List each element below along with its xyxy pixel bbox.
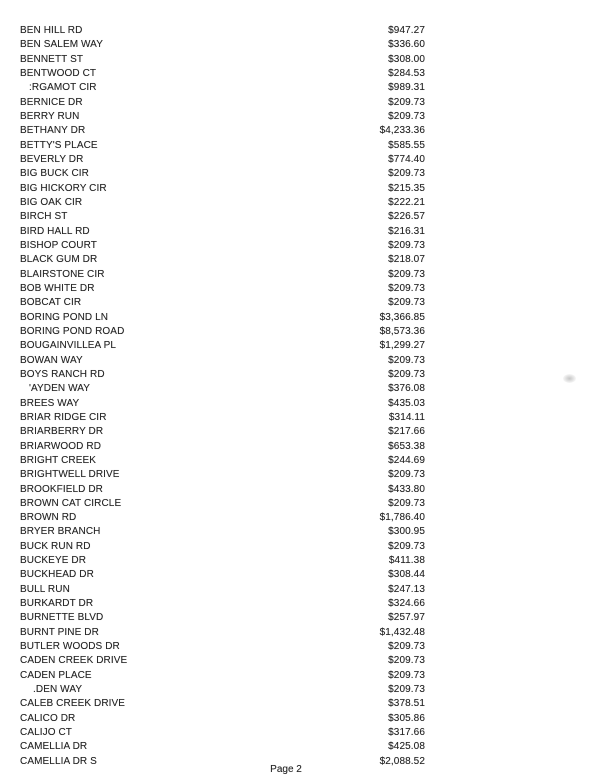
table-row	[20, 268, 425, 282]
table-row	[20, 626, 425, 640]
table-row	[20, 167, 425, 181]
street-name: BERNICE DR	[20, 96, 83, 108]
amount-value: $1,432.48	[379, 626, 425, 638]
table-row	[20, 726, 425, 740]
amount-value: $989.31	[388, 82, 425, 94]
amount-value: $209.73	[388, 655, 425, 667]
table-row	[20, 382, 425, 396]
street-name: CADEN PLACE	[20, 669, 92, 681]
amount-value: $222.21	[388, 196, 425, 208]
table-row	[20, 182, 425, 196]
street-name: BENNETT ST	[20, 53, 84, 65]
street-name: BISHOP COURT	[20, 239, 97, 251]
street-name: BETHANY DR	[20, 125, 86, 137]
street-name: BLACK GUM DR	[20, 254, 98, 266]
amount-value: $300.95	[388, 526, 425, 538]
amount-value: $378.51	[388, 698, 425, 710]
street-name: BIRCH ST	[20, 211, 68, 223]
table-row	[20, 124, 425, 138]
table-row	[20, 511, 425, 525]
table-row	[20, 196, 425, 210]
street-name: BOBCAT CIR	[20, 297, 82, 309]
amount-value: $425.08	[388, 741, 425, 753]
amount-value: $209.73	[388, 669, 425, 681]
street-name: BERRY RUN	[20, 110, 80, 122]
table-row	[20, 597, 425, 611]
table-row	[20, 740, 425, 754]
street-name: BLAIRSTONE CIR	[20, 268, 105, 280]
street-name: CAMELLIA DR	[20, 741, 88, 753]
street-name: BROWN CAT CIRCLE	[20, 497, 122, 509]
table-row	[20, 253, 425, 267]
amount-value: $1,299.27	[379, 340, 425, 352]
table-row	[20, 525, 425, 539]
amount-value: $284.53	[388, 67, 425, 79]
table-row	[20, 96, 425, 110]
amount-value: $305.86	[388, 712, 425, 724]
amount-value: $314.11	[388, 411, 425, 423]
amount-value: $209.73	[388, 684, 425, 696]
table-row	[20, 339, 425, 353]
street-name: BURNETTE BLVD	[20, 612, 104, 624]
street-name: CALIJO CT	[20, 727, 73, 739]
street-name: BENTWOOD CT	[20, 67, 97, 79]
table-row	[20, 425, 425, 439]
table-row	[20, 225, 425, 239]
table-row	[20, 368, 425, 382]
amount-value: $308.44	[388, 569, 425, 581]
amount-value: $218.07	[388, 254, 425, 266]
amount-value: $411.38	[388, 555, 425, 567]
amount-value: $244.69	[388, 454, 425, 466]
street-name: BUCKHEAD DR	[20, 569, 94, 581]
amount-value: $324.66	[388, 598, 425, 610]
street-name: :RGAMOT CIR	[29, 82, 97, 94]
street-name: BRIGHTWELL DRIVE	[20, 469, 120, 481]
amount-value: $209.73	[388, 354, 425, 366]
street-name: BUCK RUN RD	[20, 540, 91, 552]
table-row	[20, 669, 425, 683]
table-row	[20, 67, 425, 81]
amount-value: $209.73	[388, 368, 425, 380]
table-row	[20, 483, 425, 497]
amount-value: $257.97	[388, 612, 425, 624]
table-row	[20, 440, 425, 454]
table-row	[20, 583, 425, 597]
street-name: BOB WHITE DR	[20, 282, 95, 294]
street-name: BURNT PINE DR	[20, 626, 99, 638]
street-name: BIRD HALL RD	[20, 225, 90, 237]
amount-value: $947.27	[388, 25, 425, 36]
amount-value: $209.73	[388, 110, 425, 122]
table-row	[20, 568, 425, 582]
table-row	[20, 296, 425, 310]
table-row	[20, 411, 425, 425]
table-row	[20, 554, 425, 568]
street-name: BOYS RANCH RD	[20, 368, 105, 380]
street-name: BUCKEYE DR	[20, 555, 87, 567]
amount-value: $215.35	[388, 182, 425, 194]
amount-value: $336.60	[388, 39, 425, 51]
table-row	[20, 139, 425, 153]
street-name: BIG BUCK CIR	[20, 168, 89, 180]
amount-value: $433.80	[388, 483, 425, 495]
street-name: CALEB CREEK DRIVE	[20, 698, 126, 710]
street-name: BRIGHT CREEK	[20, 454, 97, 466]
amount-value: $435.03	[388, 397, 425, 409]
table-row	[20, 153, 425, 167]
street-name: BEN SALEM WAY	[20, 39, 103, 51]
street-name: BORING POND ROAD	[20, 325, 125, 337]
table-row	[20, 282, 425, 296]
street-amount-list	[20, 24, 425, 769]
street-name: BEN HILL RD	[20, 25, 83, 36]
table-row	[20, 354, 425, 368]
street-name: BRIAR RIDGE CIR	[20, 411, 107, 423]
table-row	[20, 210, 425, 224]
street-name: BORING POND LN	[20, 311, 109, 323]
table-row	[20, 640, 425, 654]
table-row	[20, 325, 425, 339]
table-row	[20, 239, 425, 253]
street-name: BRIARBERRY DR	[20, 426, 104, 438]
amount-value: $317.66	[388, 727, 425, 739]
amount-value: $209.73	[388, 282, 425, 294]
table-row	[20, 611, 425, 625]
table-row	[20, 497, 425, 511]
street-name: BOUGAINVILLEA PL	[20, 340, 117, 352]
street-name: BUTLER WOODS DR	[20, 641, 120, 653]
street-name: BURKARDT DR	[20, 598, 94, 610]
amount-value: $4,233.36	[379, 125, 425, 137]
street-name: BROOKFIELD DR	[20, 483, 103, 495]
street-name: 'AYDEN WAY	[29, 383, 91, 395]
amount-value: $653.38	[388, 440, 425, 452]
table-row	[20, 454, 425, 468]
table-row	[20, 110, 425, 124]
amount-value: $3,366.85	[379, 311, 425, 323]
amount-value: $209.73	[388, 168, 425, 180]
scan-artifact	[563, 374, 576, 383]
amount-value: $209.73	[388, 96, 425, 108]
street-name: BETTY'S PLACE	[20, 139, 98, 151]
street-name: BRYER BRANCH	[20, 526, 101, 538]
table-row	[20, 53, 425, 67]
table-row	[20, 697, 425, 711]
amount-value: $209.73	[388, 239, 425, 251]
table-row	[20, 468, 425, 482]
amount-value: $209.73	[388, 540, 425, 552]
amount-value: $2,088.52	[379, 755, 425, 767]
table-row	[20, 540, 425, 554]
table-row	[20, 712, 425, 726]
table-row	[20, 755, 425, 769]
amount-value: $209.73	[388, 497, 425, 509]
amount-value: $376.08	[388, 383, 425, 395]
amount-value: $247.13	[388, 583, 425, 595]
table-row	[20, 38, 425, 52]
amount-value: $216.31	[388, 225, 425, 237]
street-name: BEVERLY DR	[20, 153, 84, 165]
street-name: BROWN RD	[20, 512, 77, 524]
page-number: Page 2	[270, 764, 302, 775]
table-row	[20, 24, 425, 38]
street-name: BOWAN WAY	[20, 354, 83, 366]
table-row	[20, 311, 425, 325]
table-row	[20, 81, 425, 95]
amount-value: $774.40	[388, 153, 425, 165]
amount-value: $209.73	[388, 641, 425, 653]
street-name: CALICO DR	[20, 712, 76, 724]
street-name: BULL RUN	[20, 583, 70, 595]
street-name: CAMELLIA DR S	[20, 755, 97, 767]
street-name: CADEN CREEK DRIVE	[20, 655, 128, 667]
street-name: BRIARWOOD RD	[20, 440, 102, 452]
amount-value: $1,786.40	[379, 512, 425, 524]
amount-value: $8,573.36	[379, 325, 425, 337]
street-name: BIG OAK CIR	[20, 196, 83, 208]
table-row	[20, 683, 425, 697]
amount-value: $209.73	[388, 297, 425, 309]
table-row	[20, 654, 425, 668]
street-name: BREES WAY	[20, 397, 80, 409]
table-row	[20, 397, 425, 411]
street-name: .DEN WAY	[33, 684, 83, 696]
amount-value: $209.73	[388, 469, 425, 481]
amount-value: $226.57	[388, 211, 425, 223]
amount-value: $209.73	[388, 268, 425, 280]
amount-value: $585.55	[388, 139, 425, 151]
amount-value: $217.66	[388, 426, 425, 438]
amount-value: $308.00	[388, 53, 425, 65]
street-name: BIG HICKORY CIR	[20, 182, 107, 194]
